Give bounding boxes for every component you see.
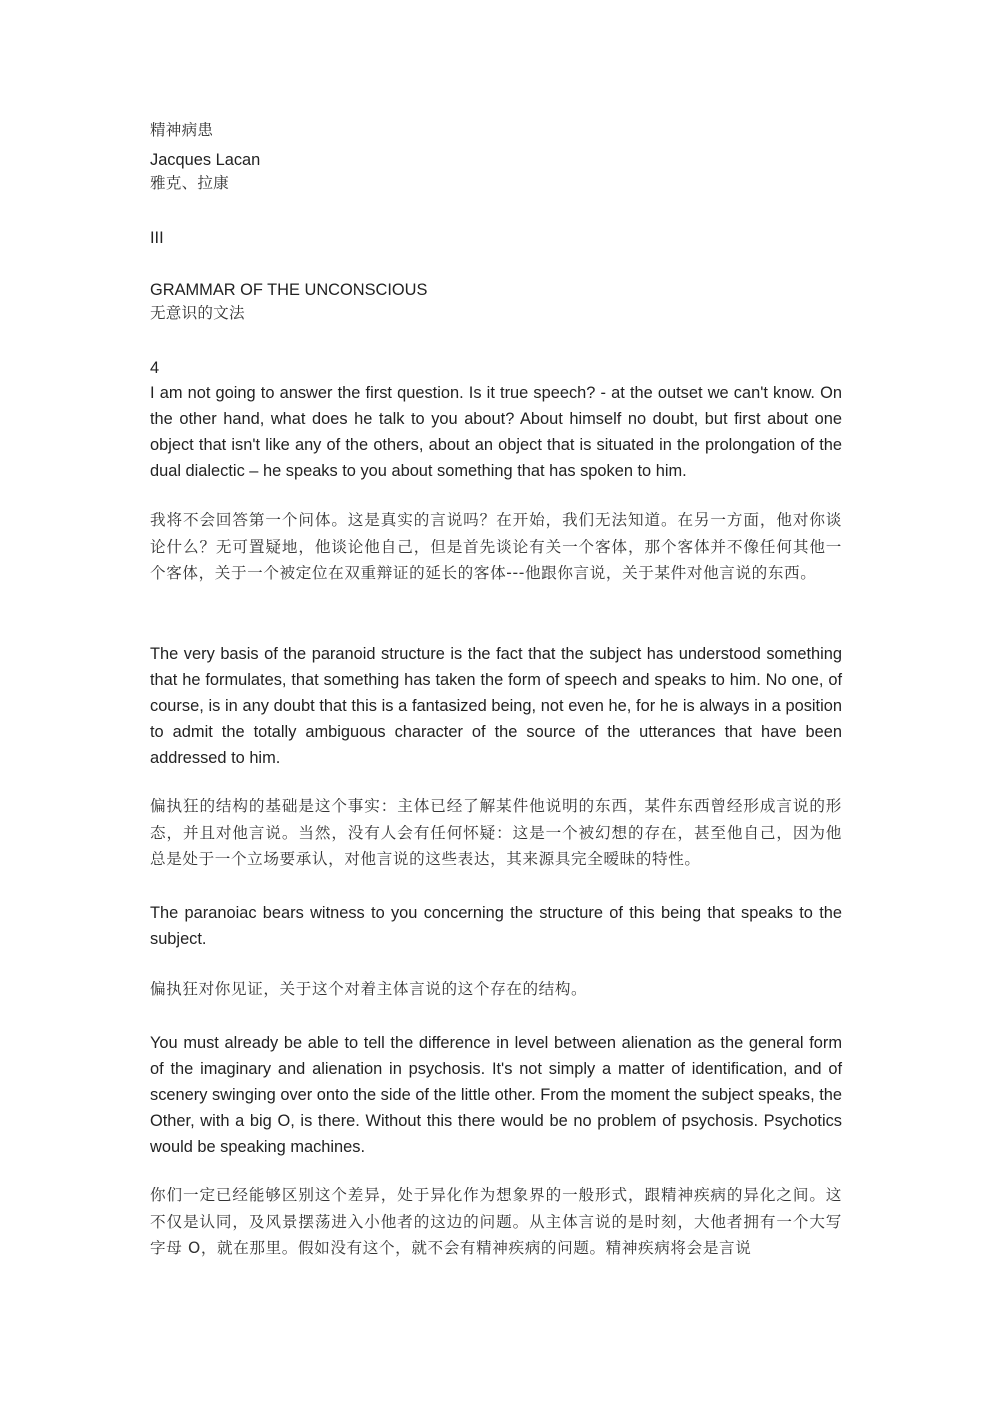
- paragraph-en-4: You must already be able to tell the difference in level between alienation as the general form of the imaginary and alienation in psychosis. It's not simply a matter of identification, and of scenery swinging over onto the side of the little other. From the moment the subject speaks, the Other, with a big O, is there. Without this there would be no problem of psychosis. Psychotics would be speaking machines.: [150, 1034, 842, 1156]
- paragraph-zh-3: 偏执狂对你见证，关于这个对着主体言说的这个存在的结构。: [150, 980, 588, 998]
- paragraph-en-2: The very basis of the paranoid structure is the fact that the subject has understood something that he formulates, that something has taken the form of speech and speaks to him. No one, of course, is in any doubt that this is a fantasized being, not even he, for he is always in a position to admit the totally ambiguous character of the source of the utterances that have been addressed to him.: [150, 645, 842, 767]
- paragraph-zh-4: 你们一定已经能够区别这个差异，处于异化作为想象界的一般形式，跟精神疾病的异化之间。这不仅是认同，及风景摆荡进入小他者的这边的问题。从主体言说的是时刻，大他者拥有一个大写字母 O，就在那里。假如没有这个，就不会有精神疾病的问题。精神疾病将会是言说: [150, 1186, 842, 1257]
- chapter-title-english: GRAMMAR OF THE UNCONSCIOUS: [150, 281, 428, 299]
- paragraph-en-1: I am not going to answer the first question. Is it true speech? - at the outset we can't know. On the other hand, what does he talk to you about? About himself no doubt, but first about one object that isn't like any of the others, about an object that is situated in the prolongation of the dual dialectic – he speaks to you about something that has spoken to him.: [150, 384, 842, 480]
- section-number: 4: [150, 359, 160, 377]
- author-chinese: 雅克、拉康: [150, 174, 229, 192]
- title-chinese: 精神病患: [150, 121, 214, 139]
- paragraph-en-3: The paranoiac bears witness to you concerning the structure of this being that speaks to the subject.: [150, 904, 842, 948]
- chapter-title-chinese: 无意识的文法: [150, 304, 245, 322]
- paragraph-zh-1: 我将不会回答第一个问体。这是真实的言说吗？在开始，我们无法知道。在另一方面，他对你谈论什么？无可置疑地，他谈论他自己，但是首先谈论有关一个客体，那个客体并不像任何其他一个客体，关于一个被定位在双重辩证的延长的客体---他跟你言说，关于某件对他言说的东西。: [150, 511, 842, 582]
- author-english: Jacques Lacan: [150, 151, 261, 169]
- part-number: III: [150, 229, 164, 247]
- paragraph-zh-2: 偏执狂的结构的基础是这个事实：主体已经了解某件他说明的东西，某件东西曾经形成言说的形态，并且对他言说。当然，没有人会有任何怀疑：这是一个被幻想的存在，甚至他自己，因为他总是处于一个立场要承认，对他言说的这些表达，其来源具完全暧昧的特性。: [150, 797, 842, 868]
